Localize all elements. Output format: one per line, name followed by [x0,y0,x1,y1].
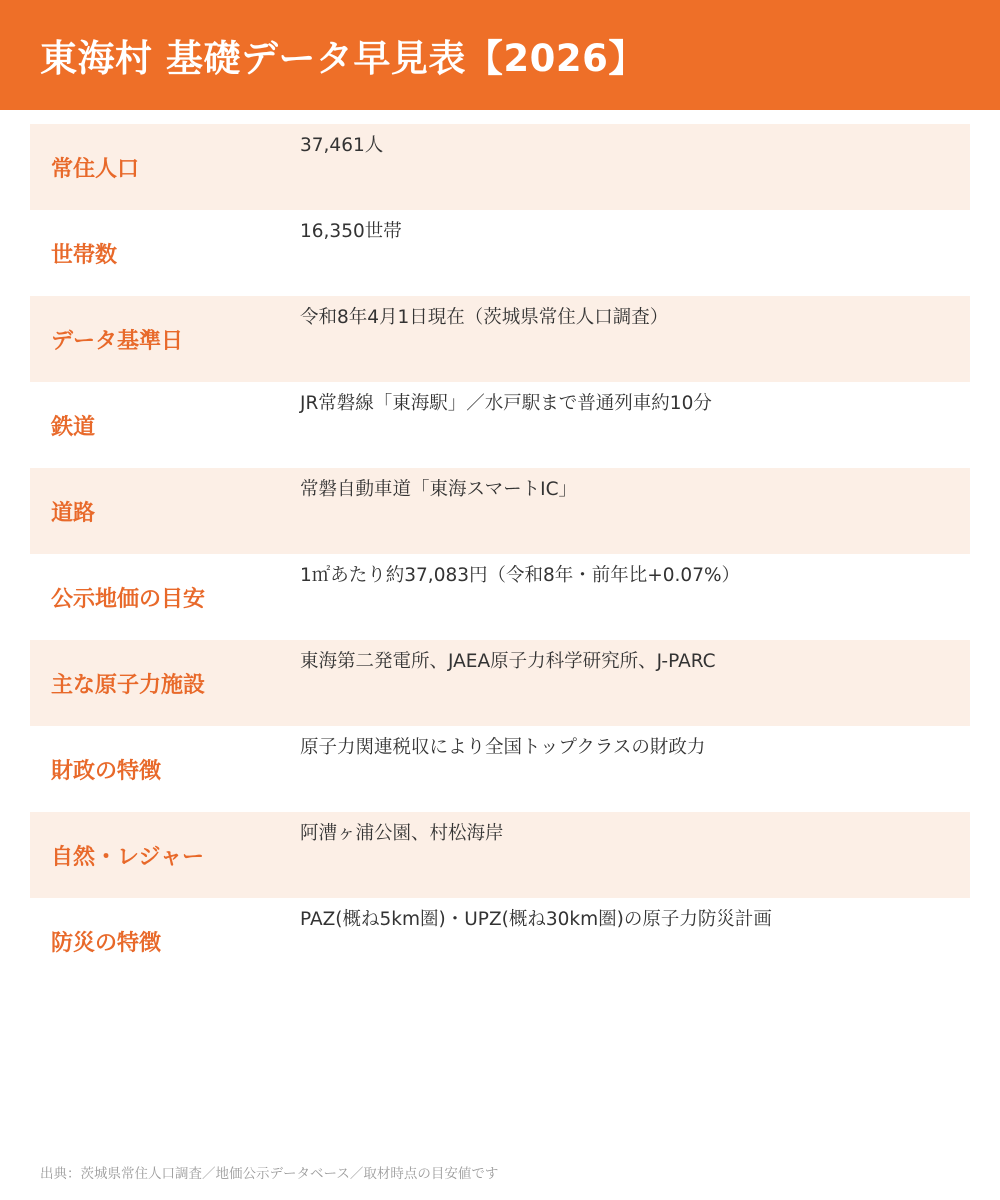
row-value: 原子力関連税収により全国トップクラスの財政力 [300,737,706,758]
row-value: 令和8年4月1日現在（茨城県常住人口調査） [300,307,669,328]
table-row-population [30,124,970,210]
row-label: 財政の特徴 [51,758,162,784]
row-label: 道路 [51,500,96,526]
row-value: JR常磐線「東海駅」／水戸駅まで普通列車約10分 [300,393,712,414]
row-label: 常住人口 [51,156,140,182]
row-value: 阿漕ヶ浦公園、村松海岸 [300,823,504,844]
table-row-nature-leisure [30,812,970,898]
row-label: 防災の特徴 [51,930,162,956]
table-row-finance [30,726,970,812]
row-value: 常磐自動車道「東海スマートIC」 [300,479,578,500]
source-note: 出典：茨城県常住人口調査／地価公示データベース／取材時点の目安値です [40,1166,499,1182]
row-label: 鉄道 [51,414,96,440]
table-row-disaster-prevention [30,898,970,984]
table-row-nuclear-facilities [30,640,970,726]
table-row-land-price [30,554,970,640]
row-value: 東海第二発電所、JAEA原子力科学研究所、J-PARC [300,651,716,672]
row-value: 1㎡あたり約37,083円（令和8年・前年比+0.07%） [300,565,741,586]
row-value: 37,461人 [300,135,384,156]
row-value: PAZ(概ね5km圏)・UPZ(概ね30km圏)の原子力防災計画 [300,909,772,930]
row-value: 16,350世帯 [300,221,402,242]
page-title: 東海村 基礎データ早見表【2026】 [40,37,646,80]
table-row-railway [30,382,970,468]
row-label: データ基準日 [51,328,184,354]
table-row-reference-date [30,296,970,382]
table-row-households [30,210,970,296]
row-label: 主な原子力施設 [51,672,206,698]
header-bar [0,0,1000,110]
row-label: 自然・レジャー [51,844,205,870]
data-table [30,124,970,984]
row-label: 世帯数 [51,242,118,268]
row-label: 公示地価の目安 [51,586,206,612]
table-row-road [30,468,970,554]
